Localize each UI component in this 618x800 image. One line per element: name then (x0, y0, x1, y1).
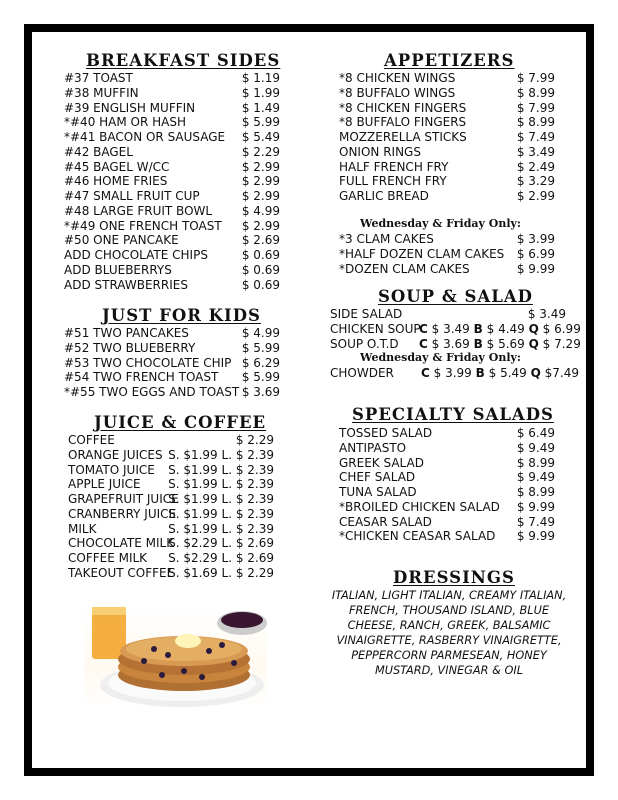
menu-item-price: $ 8.99 (516, 115, 555, 130)
menu-item-price: $ 5.99 (241, 370, 280, 385)
chicken-soup-name: CHICKEN SOUP (330, 322, 421, 336)
menu-item-row (339, 160, 555, 175)
menu-item-price: $ 7.99 (516, 100, 555, 115)
menu-item-name: APPLE JUICE (68, 477, 141, 492)
quart-label: Q (530, 366, 541, 380)
cup-label: C (419, 322, 428, 336)
dressings-line: ITALIAN, LIGHT ITALIAN, CREAMY ITALIAN, (331, 589, 567, 602)
menu-item-row (339, 441, 555, 456)
menu-item-row (339, 130, 555, 145)
menu-item-name: #45 BAGEL W/CC (64, 159, 170, 174)
menu-item-price: S. $2.29 L. $ 2.69 (168, 536, 274, 551)
menu-item-row (64, 115, 280, 130)
specialty-salads-heading: SPECIALTY SALADS (352, 405, 554, 424)
menu-item-name: TAKEOUT COFFEE (68, 565, 175, 580)
menu-item-row (64, 130, 280, 145)
menu-item-row (64, 71, 280, 86)
menu-item-row (339, 145, 555, 160)
dressings-line: CHEESE, RANCH, GREEK, BALSAMIC (347, 619, 551, 632)
menu-item-name: HALF FRENCH FRY (339, 159, 449, 174)
menu-item-row (64, 101, 280, 116)
soup-otd-prices (419, 337, 581, 352)
menu-item-name: #38 MUFFIN (64, 85, 139, 100)
menu-item-row (64, 341, 280, 356)
menu-item-name: CHEF SALAD (339, 470, 416, 485)
menu-item-row (68, 522, 274, 537)
menu-item-price: S. $1.99 L. $ 2.39 (168, 492, 274, 506)
menu-item-price: $ 8.99 (516, 85, 555, 100)
menu-item-price: $ 1.19 (241, 71, 280, 85)
menu-item-name: ANTIPASTO (339, 440, 407, 455)
menu-item-price: $ 9.49 (516, 470, 555, 485)
side-salad-price: $ 3.49 (527, 307, 566, 321)
quart-price: $7.49 (544, 366, 580, 380)
dressings-heading: DRESSINGS (393, 568, 515, 587)
menu-item-row (68, 507, 274, 522)
menu-item-row (64, 370, 280, 385)
menu-item-row (64, 204, 280, 219)
menu-item-row (339, 500, 555, 515)
menu-item-name: *8 BUFFALO WINGS (339, 85, 456, 100)
menu-item-name: *CHICKEN CEASAR SALAD (339, 529, 496, 544)
menu-item-price: $ 2.99 (241, 174, 280, 189)
menu-item-name: TUNA SALAD (339, 485, 417, 499)
menu-item-name: *BROILED CHICKEN SALAD (339, 499, 500, 514)
menu-item-row (339, 262, 555, 277)
menu-item-price: $ 6.49 (516, 426, 555, 440)
menu-item-price: $ 6.29 (241, 355, 280, 370)
menu-item-name: #42 BAGEL (64, 144, 133, 159)
menu-item-price: $ 3.69 (241, 385, 280, 399)
menu-item-name: ADD STRAWBERRIES (64, 277, 188, 292)
menu-item-name: *HALF DOZEN CLAM CAKES (339, 246, 505, 261)
menu-item-row (339, 426, 555, 441)
menu-item-row (339, 174, 555, 189)
menu-item-row (339, 101, 555, 116)
menu-item-price: $ 7.99 (516, 71, 555, 85)
menu-item-price: $ 4.99 (241, 326, 280, 340)
bowl-price: $ 4.49 (486, 322, 525, 336)
menu-item-price: S. $1.99 L. $ 2.39 (168, 477, 274, 492)
menu-item-name: *8 CHICKEN WINGS (339, 71, 456, 85)
menu-item-name: ADD BLUEBERRYS (64, 262, 172, 277)
menu-item-price: $ 2.99 (241, 218, 280, 233)
menu-item-price: $ 8.99 (516, 485, 555, 499)
menu-item-price: $ 7.49 (516, 514, 555, 529)
menu-item-row (68, 433, 274, 448)
menu-item-name: #53 TWO CHOCOLATE CHIP (64, 355, 232, 370)
menu-item-row (64, 189, 280, 204)
menu-item-row (68, 551, 274, 566)
menu-item-name: #46 HOME FRIES (64, 174, 168, 189)
menu-item-name: TOSSED SALAD (339, 426, 433, 440)
chowder-row (330, 366, 580, 381)
menu-item-price: $ 2.99 (241, 189, 280, 203)
menu-item-price: $ 3.49 (516, 144, 555, 159)
menu-item-name: *#41 BACON OR SAUSAGE (64, 130, 226, 144)
menu-item-name: FULL FRENCH FRY (339, 174, 447, 189)
menu-item-row (68, 477, 274, 492)
menu-item-row (64, 278, 280, 293)
menu-item-name: *DOZEN CLAM CAKES (339, 261, 470, 276)
menu-item-row (64, 160, 280, 175)
menu-item-row (64, 174, 280, 189)
menu-item-name: #54 TWO FRENCH TOAST (64, 370, 219, 385)
menu-item-price: $ 1.49 (241, 100, 280, 115)
quart-label: Q (528, 322, 539, 336)
menu-item-row (64, 145, 280, 160)
menu-item-name: MOZZERELLA STICKS (339, 130, 467, 144)
just-for-kids-heading: JUST FOR KIDS (102, 306, 261, 325)
menu-item-row (64, 248, 280, 263)
menu-item-price: $ 7.49 (516, 130, 555, 144)
menu-item-name: ORANGE JUICES (68, 447, 163, 462)
menu-item-row (339, 232, 555, 247)
menu-item-name: *#55 TWO EGGS AND TOAST (64, 385, 240, 399)
menu-item-row (339, 115, 555, 130)
menu-item-price: $ 6.99 (516, 246, 555, 261)
menu-item-row (64, 86, 280, 101)
pancakes-photo (84, 605, 267, 709)
menu-item-row (339, 485, 555, 500)
menu-item-name: *8 CHICKEN FINGERS (339, 100, 467, 115)
menu-item-name: ONION RINGS (339, 144, 421, 159)
menu-item-price: $ 9.99 (516, 529, 555, 544)
menu-item-row (64, 219, 280, 234)
menu-item-row (68, 536, 274, 551)
breakfast-sides-heading: BREAKFAST SIDES (86, 51, 281, 70)
menu-item-price: S. $1.99 L. $ 2.39 (168, 462, 274, 477)
menu-item-price: S. $1.99 L. $ 2.39 (168, 447, 274, 462)
dressings-line: MUSTARD, VINEGAR & OIL (375, 664, 523, 677)
chicken-soup-prices (419, 322, 581, 337)
cup-price: $ 3.49 (431, 322, 470, 336)
cup-price: $ 3.99 (433, 366, 472, 380)
menu-item-price: S. $1.69 L. $ 2.29 (168, 565, 274, 580)
menu-item-price: $ 5.99 (241, 115, 280, 130)
soup-salad-heading: SOUP & SALAD (378, 287, 533, 306)
side-salad-name: SIDE SALAD (330, 307, 403, 321)
chicken-soup-row (330, 322, 581, 337)
bowl-price: $ 5.69 (486, 337, 525, 351)
quart-price: $ 7.29 (542, 337, 581, 351)
menu-item-price: $ 2.69 (241, 233, 280, 248)
menu-item-name: CEASAR SALAD (339, 514, 432, 529)
menu-item-row (64, 263, 280, 278)
dressings-line: PEPPERCORN PARMESEAN, HONEY (351, 649, 547, 662)
menu-item-row (339, 456, 555, 471)
menu-item-price: $ 5.49 (241, 130, 280, 144)
cup-label: C (419, 337, 428, 351)
menu-item-price: $ 0.69 (241, 262, 280, 277)
chowder-name: CHOWDER (330, 366, 394, 380)
menu-item-row (64, 356, 280, 371)
menu-item-name: #51 TWO PANCAKES (64, 326, 189, 340)
cup-label: C (421, 366, 430, 380)
menu-item-row (339, 529, 555, 544)
menu-item-price: S. $1.99 L. $ 2.39 (168, 521, 274, 536)
appetizers-heading: APPETIZERS (384, 51, 515, 70)
juice-coffee-heading: JUICE & COFFEE (94, 413, 267, 432)
menu-item-name: #50 ONE PANCAKE (64, 233, 179, 248)
menu-item-name: COFFEE MILK (68, 551, 148, 565)
soup-otd-row (330, 337, 581, 352)
menu-item-name: #39 ENGLISH MUFFIN (64, 100, 196, 115)
bowl-label: B (473, 322, 483, 336)
menu-item-row (68, 448, 274, 463)
menu-item-row (68, 463, 274, 478)
menu-item-price: $ 3.29 (516, 174, 555, 189)
menu-item-name: #47 SMALL FRUIT CUP (64, 189, 200, 203)
menu-item-row (68, 566, 274, 581)
bowl-label: B (473, 337, 483, 351)
menu-item-row (339, 470, 555, 485)
menu-item-row (64, 326, 280, 341)
dressings-text (325, 588, 573, 678)
menu-item-price: $ 2.49 (516, 159, 555, 174)
menu-item-name: COFFEE (68, 433, 115, 447)
menu-item-price: $ 9.99 (516, 261, 555, 276)
menu-item-name: *#49 ONE FRENCH TOAST (64, 218, 222, 233)
menu-item-price: S. $1.99 L. $ 2.39 (168, 506, 274, 521)
menu-item-name: *#40 HAM OR HASH (64, 115, 187, 130)
menu-item-row (339, 71, 555, 86)
menu-item-name: #52 TWO BLUEBERRY (64, 340, 196, 355)
menu-item-row (64, 385, 280, 400)
soup-special-heading: Wednesday & Friday Only: (360, 351, 521, 364)
menu-item-name: MILK (68, 521, 97, 536)
menu-item-row (339, 247, 555, 262)
chowder-prices (421, 366, 579, 381)
menu-item-price: $ 2.99 (241, 159, 280, 174)
menu-item-name: #48 LARGE FRUIT BOWL (64, 203, 213, 218)
appetizers-special-heading: Wednesday & Friday Only: (360, 217, 521, 230)
menu-item-name: TOMATO JUICE (68, 462, 155, 477)
menu-item-row (339, 86, 555, 101)
dressings-line: FRENCH, THOUSAND ISLAND, BLUE (348, 604, 549, 617)
menu-item-name: #37 TOAST (64, 71, 133, 85)
menu-item-name: GARLIC BREAD (339, 189, 429, 203)
menu-item-row (64, 233, 280, 248)
menu-item-name: CRANBERRY JUICE (68, 506, 177, 521)
menu-item-name: GREEK SALAD (339, 455, 424, 470)
menu-item-name: ADD CHOCOLATE CHIPS (64, 248, 208, 262)
menu-item-price: S. $2.29 L. $ 2.69 (168, 551, 274, 565)
quart-label: Q (528, 337, 539, 351)
menu-item-price: $ 1.99 (241, 85, 280, 100)
menu-item-price: $ 3.99 (516, 232, 555, 246)
side-salad-row (330, 307, 566, 322)
menu-item-price: $ 2.29 (235, 433, 274, 447)
menu-item-price: $ 4.99 (241, 203, 280, 218)
menu-item-price: $ 9.49 (516, 440, 555, 455)
menu-item-name: *3 CLAM CAKES (339, 232, 434, 246)
menu-item-price: $ 2.99 (516, 189, 555, 203)
menu-item-price: $ 5.99 (241, 340, 280, 355)
menu-item-price: $ 0.69 (241, 248, 280, 262)
soup-otd-name: SOUP O.T.D (330, 337, 399, 351)
menu-item-price: $ 0.69 (241, 277, 280, 292)
menu-item-row (339, 189, 555, 204)
menu-item-name: CHOCOLATE MILK (68, 536, 175, 551)
menu-item-price: $ 8.99 (516, 455, 555, 470)
menu-item-price: $ 2.29 (241, 144, 280, 159)
bowl-label: B (475, 366, 485, 380)
menu-item-name: GRAPEFRUIT JUICE (68, 492, 179, 506)
bowl-price: $ 5.49 (488, 366, 527, 380)
dressings-line: VINAIGRETTE, RASBERRY VINAIGRETTE, (336, 634, 562, 647)
menu-item-row (339, 515, 555, 530)
menu-item-price: $ 9.99 (516, 499, 555, 514)
menu-item-row (68, 492, 274, 507)
quart-price: $ 6.99 (542, 322, 581, 336)
cup-price: $ 3.69 (431, 337, 470, 351)
menu-item-name: *8 BUFFALO FINGERS (339, 115, 467, 130)
